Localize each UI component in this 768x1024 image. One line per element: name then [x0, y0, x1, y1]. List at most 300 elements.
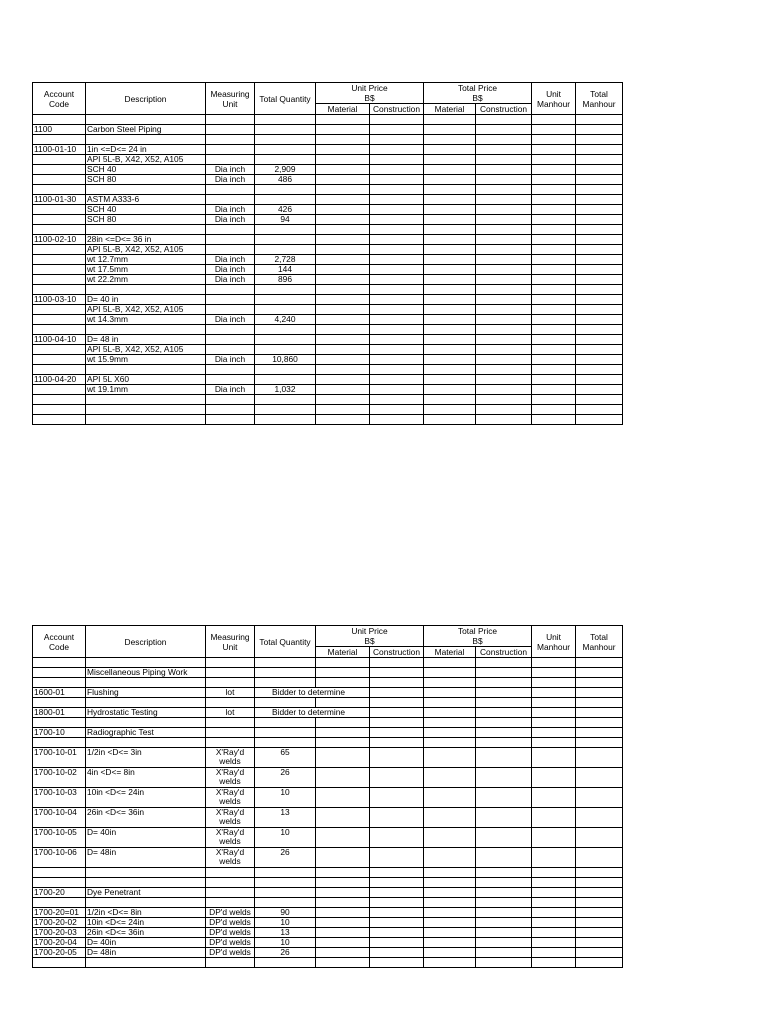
- table-row: [33, 325, 623, 335]
- total-price-construction-cell: [476, 125, 532, 135]
- header-total-manhour: Total Manhour: [576, 83, 623, 115]
- account-code-cell: [33, 868, 86, 878]
- description-cell: 28in <=D<= 36 in: [86, 235, 206, 245]
- measuring-unit-cell: Dia inch: [206, 215, 255, 225]
- total-quantity-cell: [255, 305, 316, 315]
- unit-price-material-cell: [316, 125, 370, 135]
- measuring-unit-cell: X'Ray'd welds: [206, 808, 255, 828]
- table-row: [33, 718, 623, 728]
- account-code-cell: [33, 205, 86, 215]
- table-row: [33, 808, 623, 828]
- description-cell: [86, 405, 206, 415]
- total-price-construction-cell: [476, 748, 532, 768]
- total-manhour-cell: [576, 728, 623, 738]
- measuring-unit-cell: [206, 335, 255, 345]
- total-manhour-cell: [576, 355, 623, 365]
- description-cell: 26in <D<= 36in: [86, 808, 206, 828]
- table-row: [33, 668, 623, 678]
- unit-price-material-cell: [316, 335, 370, 345]
- table-row: [33, 215, 623, 225]
- unit-price-construction-cell: [370, 325, 424, 335]
- total-manhour-cell: [576, 175, 623, 185]
- table-row: [33, 908, 623, 918]
- unit-price-material-cell: [316, 958, 370, 968]
- total-price-material-cell: [424, 698, 476, 708]
- total-price-construction-cell: [476, 668, 532, 678]
- unit-manhour-cell: [532, 888, 576, 898]
- table-row: [33, 395, 623, 405]
- unit-price-construction-cell: [370, 918, 424, 928]
- account-code-cell: 1700-10-02: [33, 768, 86, 788]
- unit-price-material-cell: [316, 295, 370, 305]
- total-manhour-cell: [576, 185, 623, 195]
- account-code-cell: 1700-10-03: [33, 788, 86, 808]
- total-quantity-cell: 2,728: [255, 255, 316, 265]
- unit-price-construction-cell: [370, 668, 424, 678]
- description-cell: D= 48 in: [86, 335, 206, 345]
- unit-manhour-cell: [532, 848, 576, 868]
- unit-manhour-cell: [532, 668, 576, 678]
- account-code-cell: [33, 325, 86, 335]
- unit-manhour-cell: [532, 748, 576, 768]
- total-price-construction-cell: [476, 375, 532, 385]
- total-price-material-cell: [424, 385, 476, 395]
- total-manhour-cell: [576, 135, 623, 145]
- measuring-unit-cell: lot: [206, 708, 255, 718]
- total-manhour-cell: [576, 898, 623, 908]
- total-price-material-cell: [424, 678, 476, 688]
- table-row: [33, 225, 623, 235]
- description-cell: [86, 698, 206, 708]
- total-price-construction-cell: [476, 888, 532, 898]
- unit-price-construction-cell: [370, 848, 424, 868]
- unit-manhour-cell: [532, 898, 576, 908]
- unit-price-material-cell: [316, 728, 370, 738]
- total-price-material-cell: [424, 405, 476, 415]
- unit-price-material-cell: [316, 225, 370, 235]
- table-row: [33, 688, 623, 698]
- description-cell: 1in <=D<= 24 in: [86, 145, 206, 155]
- header-total-quantity: Total Quantity: [255, 626, 316, 658]
- total-quantity-cell: [255, 115, 316, 125]
- unit-manhour-cell: [532, 175, 576, 185]
- unit-price-construction-cell: [370, 928, 424, 938]
- header-description: Description: [86, 83, 206, 115]
- total-price-construction-cell: [476, 728, 532, 738]
- total-manhour-cell: [576, 225, 623, 235]
- total-price-material-cell: [424, 345, 476, 355]
- total-price-material-cell: [424, 395, 476, 405]
- table-row: [33, 415, 623, 425]
- unit-price-construction-cell: [370, 145, 424, 155]
- total-quantity-cell: [255, 375, 316, 385]
- header-unit-price: [316, 83, 424, 104]
- description-cell: 10in <D<= 24in: [86, 788, 206, 808]
- description-cell: [86, 365, 206, 375]
- total-manhour-cell: [576, 345, 623, 355]
- description-cell: Radiographic Test: [86, 728, 206, 738]
- unit-price-material-cell: [316, 205, 370, 215]
- table-row: [33, 285, 623, 295]
- unit-manhour-cell: [532, 165, 576, 175]
- unit-manhour-cell: [532, 405, 576, 415]
- unit-manhour-cell: [532, 788, 576, 808]
- table-row: [33, 698, 623, 708]
- unit-price-material-cell: [316, 285, 370, 295]
- total-manhour-cell: [576, 708, 623, 718]
- account-code-cell: 1100-02-10: [33, 235, 86, 245]
- total-price-construction-cell: [476, 185, 532, 195]
- header-total-price-label: Total Price: [457, 626, 498, 636]
- measuring-unit-cell: lot: [206, 688, 255, 698]
- unit-price-construction-cell: [370, 728, 424, 738]
- table-row: [33, 125, 623, 135]
- table-row: [33, 708, 623, 718]
- header-unit-price-currency: B$: [364, 93, 375, 103]
- unit-manhour-cell: [532, 365, 576, 375]
- total-quantity-cell: 1,032: [255, 385, 316, 395]
- table-row: [33, 315, 623, 325]
- total-price-material-cell: [424, 355, 476, 365]
- table-row: [33, 748, 623, 768]
- unit-price-construction-cell: [370, 235, 424, 245]
- table-row: [33, 255, 623, 265]
- unit-price-material-cell: [316, 678, 370, 688]
- measuring-unit-cell: [206, 395, 255, 405]
- unit-manhour-cell: [532, 345, 576, 355]
- unit-manhour-cell: [532, 235, 576, 245]
- total-manhour-cell: [576, 215, 623, 225]
- total-manhour-cell: [576, 255, 623, 265]
- description-cell: [86, 185, 206, 195]
- measuring-unit-cell: [206, 185, 255, 195]
- total-manhour-cell: [576, 315, 623, 325]
- header-unit-price-label: Unit Price: [351, 626, 388, 636]
- unit-price-construction-cell: [370, 738, 424, 748]
- total-price-material-cell: [424, 888, 476, 898]
- unit-manhour-cell: [532, 395, 576, 405]
- total-manhour-cell: [576, 195, 623, 205]
- account-code-cell: [33, 275, 86, 285]
- description-cell: [86, 868, 206, 878]
- description-cell: SCH 80: [86, 175, 206, 185]
- total-price-construction-cell: [476, 788, 532, 808]
- measuring-unit-cell: Dia inch: [206, 275, 255, 285]
- total-price-material-cell: [424, 215, 476, 225]
- total-price-material-cell: [424, 688, 476, 698]
- total-quantity-cell: [255, 718, 316, 728]
- unit-price-construction-cell: [370, 788, 424, 808]
- header-total-price-material: Material: [424, 104, 476, 115]
- total-price-material-cell: [424, 868, 476, 878]
- unit-price-material-cell: [316, 405, 370, 415]
- total-quantity-cell: 896: [255, 275, 316, 285]
- account-code-cell: 1700-10-05: [33, 828, 86, 848]
- table-row: [33, 165, 623, 175]
- description-cell: Dye Penetrant: [86, 888, 206, 898]
- total-price-construction-cell: [476, 315, 532, 325]
- description-cell: D= 40 in: [86, 295, 206, 305]
- header-unit-manhour: Unit Manhour: [532, 626, 576, 658]
- unit-manhour-cell: [532, 698, 576, 708]
- unit-manhour-cell: [532, 135, 576, 145]
- description-cell: SCH 40: [86, 205, 206, 215]
- unit-price-material-cell: [316, 265, 370, 275]
- table-row: [33, 728, 623, 738]
- account-code-cell: [33, 155, 86, 165]
- total-manhour-cell: [576, 245, 623, 255]
- account-code-cell: [33, 255, 86, 265]
- table-row: [33, 738, 623, 748]
- total-price-material-cell: [424, 748, 476, 768]
- unit-price-construction-cell: [370, 658, 424, 668]
- total-price-material-cell: [424, 275, 476, 285]
- account-code-cell: [33, 225, 86, 235]
- description-cell: D= 40in: [86, 938, 206, 948]
- total-price-construction-cell: [476, 295, 532, 305]
- total-price-material-cell: [424, 415, 476, 425]
- account-code-cell: [33, 678, 86, 688]
- total-price-construction-cell: [476, 145, 532, 155]
- total-quantity-cell: 26: [255, 848, 316, 868]
- description-cell: SCH 40: [86, 165, 206, 175]
- total-quantity-cell: 26: [255, 948, 316, 958]
- unit-price-material-cell: [316, 355, 370, 365]
- total-price-construction-cell: [476, 698, 532, 708]
- header-total-price: [424, 626, 532, 647]
- total-manhour-cell: [576, 788, 623, 808]
- header-total-price-material: Material: [424, 647, 476, 658]
- unit-price-construction-cell: [370, 878, 424, 888]
- unit-price-material-cell: [316, 718, 370, 728]
- total-price-material-cell: [424, 828, 476, 848]
- total-price-material-cell: [424, 938, 476, 948]
- unit-manhour-cell: [532, 145, 576, 155]
- total-manhour-cell: [576, 205, 623, 215]
- unit-price-construction-cell: [370, 688, 424, 698]
- total-manhour-cell: [576, 385, 623, 395]
- total-quantity-cell: [255, 658, 316, 668]
- unit-price-construction-cell: [370, 205, 424, 215]
- description-cell: 1/2in <D<= 3in: [86, 748, 206, 768]
- unit-manhour-cell: [532, 958, 576, 968]
- total-price-construction-cell: [476, 678, 532, 688]
- table-row: [33, 948, 623, 958]
- unit-manhour-cell: [532, 205, 576, 215]
- unit-price-construction-cell: [370, 808, 424, 828]
- measuring-unit-cell: Dia inch: [206, 385, 255, 395]
- total-quantity-cell: Bidder to determine: [255, 708, 370, 718]
- table-row: [33, 155, 623, 165]
- table-row: [33, 275, 623, 285]
- unit-price-construction-cell: [370, 335, 424, 345]
- table-row: [33, 365, 623, 375]
- unit-manhour-cell: [532, 678, 576, 688]
- unit-price-construction-cell: [370, 185, 424, 195]
- measuring-unit-cell: [206, 235, 255, 245]
- unit-price-material-cell: [316, 325, 370, 335]
- description-cell: API 5L-B, X42, X52, A105: [86, 305, 206, 315]
- total-price-construction-cell: [476, 335, 532, 345]
- header-description: Description: [86, 626, 206, 658]
- total-manhour-cell: [576, 335, 623, 345]
- unit-price-construction-cell: [370, 345, 424, 355]
- table-row: [33, 768, 623, 788]
- total-quantity-cell: [255, 405, 316, 415]
- total-price-construction-cell: [476, 898, 532, 908]
- unit-manhour-cell: [532, 325, 576, 335]
- total-price-material-cell: [424, 918, 476, 928]
- unit-price-material-cell: [316, 255, 370, 265]
- measuring-unit-cell: [206, 125, 255, 135]
- total-manhour-cell: [576, 145, 623, 155]
- unit-price-construction-cell: [370, 888, 424, 898]
- total-price-material-cell: [424, 295, 476, 305]
- total-manhour-cell: [576, 115, 623, 125]
- unit-price-construction-cell: [370, 285, 424, 295]
- description-cell: 10in <D<= 24in: [86, 918, 206, 928]
- total-price-material-cell: [424, 768, 476, 788]
- account-code-cell: [33, 698, 86, 708]
- account-code-cell: 1100-04-20: [33, 375, 86, 385]
- table-row: [33, 888, 623, 898]
- description-cell: API 5L-B, X42, X52, A105: [86, 155, 206, 165]
- total-manhour-cell: [576, 285, 623, 295]
- total-quantity-cell: [255, 728, 316, 738]
- total-price-material-cell: [424, 125, 476, 135]
- unit-price-construction-cell: [370, 115, 424, 125]
- account-code-cell: [33, 878, 86, 888]
- total-quantity-cell: 90: [255, 908, 316, 918]
- total-manhour-cell: [576, 165, 623, 175]
- total-price-construction-cell: [476, 738, 532, 748]
- unit-price-construction-cell: [370, 828, 424, 848]
- unit-price-construction-cell: [370, 315, 424, 325]
- total-price-material-cell: [424, 265, 476, 275]
- total-manhour-cell: [576, 948, 623, 958]
- total-price-construction-cell: [476, 215, 532, 225]
- total-price-material-cell: [424, 908, 476, 918]
- unit-price-material-cell: [316, 155, 370, 165]
- unit-price-construction-cell: [370, 215, 424, 225]
- description-cell: D= 48in: [86, 848, 206, 868]
- unit-price-construction-cell: [370, 708, 424, 718]
- total-price-construction-cell: [476, 135, 532, 145]
- total-price-construction-cell: [476, 275, 532, 285]
- measuring-unit-cell: Dia inch: [206, 175, 255, 185]
- table-row: [33, 938, 623, 948]
- account-code-cell: [33, 165, 86, 175]
- description-cell: wt 12.7mm: [86, 255, 206, 265]
- account-code-cell: [33, 215, 86, 225]
- unit-price-material-cell: [316, 185, 370, 195]
- total-price-material-cell: [424, 958, 476, 968]
- unit-manhour-cell: [532, 265, 576, 275]
- measuring-unit-cell: [206, 155, 255, 165]
- total-price-construction-cell: [476, 165, 532, 175]
- description-cell: API 5L-B, X42, X52, A105: [86, 345, 206, 355]
- unit-price-material-cell: [316, 315, 370, 325]
- header-unit-price-construction: Construction: [370, 647, 424, 658]
- total-price-material-cell: [424, 135, 476, 145]
- total-price-material-cell: [424, 185, 476, 195]
- total-quantity-cell: 4,240: [255, 315, 316, 325]
- total-manhour-cell: [576, 868, 623, 878]
- total-price-construction-cell: [476, 718, 532, 728]
- measuring-unit-cell: [206, 958, 255, 968]
- table-row: [33, 898, 623, 908]
- total-price-construction-cell: [476, 868, 532, 878]
- measuring-unit-cell: Dia inch: [206, 255, 255, 265]
- total-manhour-cell: [576, 325, 623, 335]
- unit-price-construction-cell: [370, 355, 424, 365]
- unit-price-construction-cell: [370, 698, 424, 708]
- unit-manhour-cell: [532, 688, 576, 698]
- measuring-unit-cell: [206, 415, 255, 425]
- description-cell: [86, 678, 206, 688]
- total-manhour-cell: [576, 748, 623, 768]
- header-total-price-currency: B$: [472, 636, 483, 646]
- description-cell: [86, 325, 206, 335]
- total-manhour-cell: [576, 415, 623, 425]
- total-price-material-cell: [424, 788, 476, 808]
- total-price-material-cell: [424, 285, 476, 295]
- account-code-cell: 1700-10: [33, 728, 86, 738]
- unit-price-material-cell: [316, 888, 370, 898]
- unit-price-material-cell: [316, 768, 370, 788]
- total-manhour-cell: [576, 155, 623, 165]
- unit-manhour-cell: [532, 195, 576, 205]
- total-price-material-cell: [424, 335, 476, 345]
- total-price-material-cell: [424, 808, 476, 828]
- total-price-construction-cell: [476, 415, 532, 425]
- unit-price-construction-cell: [370, 245, 424, 255]
- total-price-material-cell: [424, 668, 476, 678]
- unit-price-material-cell: [316, 365, 370, 375]
- total-quantity-cell: [255, 345, 316, 355]
- description-cell: [86, 395, 206, 405]
- total-quantity-cell: 426: [255, 205, 316, 215]
- total-manhour-cell: [576, 235, 623, 245]
- description-cell: SCH 80: [86, 215, 206, 225]
- total-price-construction-cell: [476, 938, 532, 948]
- unit-manhour-cell: [532, 335, 576, 345]
- table-row: [33, 878, 623, 888]
- total-price-material-cell: [424, 205, 476, 215]
- account-code-cell: 1100-01-30: [33, 195, 86, 205]
- total-quantity-cell: [255, 415, 316, 425]
- total-quantity-cell: 10,860: [255, 355, 316, 365]
- unit-price-material-cell: [316, 245, 370, 255]
- unit-price-material-cell: [316, 738, 370, 748]
- unit-price-material-cell: [316, 415, 370, 425]
- unit-price-material-cell: [316, 395, 370, 405]
- unit-price-material-cell: [316, 908, 370, 918]
- measuring-unit-cell: [206, 325, 255, 335]
- table-row: [33, 345, 623, 355]
- table-row: [33, 658, 623, 668]
- description-cell: [86, 115, 206, 125]
- total-price-construction-cell: [476, 688, 532, 698]
- unit-price-construction-cell: [370, 255, 424, 265]
- unit-manhour-cell: [532, 948, 576, 958]
- measuring-unit-cell: [206, 145, 255, 155]
- total-price-construction-cell: [476, 808, 532, 828]
- total-manhour-cell: [576, 888, 623, 898]
- total-price-construction-cell: [476, 928, 532, 938]
- total-quantity-cell: [255, 225, 316, 235]
- description-cell: [86, 658, 206, 668]
